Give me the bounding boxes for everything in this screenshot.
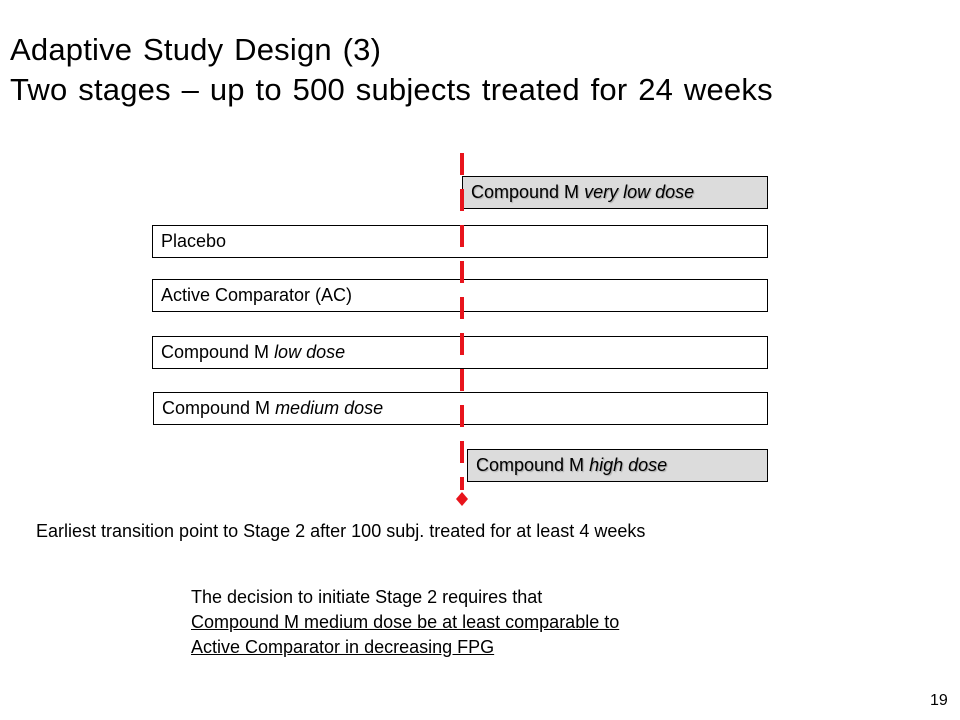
arm-high-dose-prefix: Compound M: [476, 455, 590, 475]
decision-note-line-3: Active Comparator in decreasing FPG: [191, 637, 495, 657]
arm-high-dose: [467, 449, 768, 482]
slide-title-line-2: Two stages – up to 500 subjects treated for 24 weeks: [10, 72, 773, 107]
transition-point-diamond-icon: [456, 492, 468, 506]
decision-note-line-2: Compound M medium dose be at least comparable to: [191, 612, 620, 632]
arm-very-low-dose-italic: very low dose: [584, 182, 695, 202]
decision-note-line-1: The decision to initiate Stage 2 requires that: [191, 587, 543, 607]
arm-medium-dose-prefix: Compound M: [162, 398, 276, 418]
slide-title: [10, 30, 773, 110]
arm-very-low-dose-prefix: Compound M: [471, 182, 585, 202]
arm-high-dose-italic: high dose: [589, 455, 668, 475]
arm-medium-dose-italic: medium dose: [275, 398, 384, 418]
page-number: 19: [930, 692, 948, 709]
arm-very-low-dose: [462, 176, 768, 209]
decision-note: [191, 585, 619, 660]
arm-placebo-label: Placebo: [161, 231, 227, 251]
arm-low-dose-italic: low dose: [274, 342, 346, 362]
arm-active-comparator-label: Active Comparator (AC): [161, 285, 353, 305]
transition-point-text: Earliest transition point to Stage 2 after 100 subj. treated for at least 4 weeks: [36, 521, 646, 541]
arm-low-dose-prefix: Compound M: [161, 342, 275, 362]
stage-transition-line: [452, 150, 472, 510]
slide-title-line-1: Adaptive Study Design (3): [10, 32, 382, 67]
